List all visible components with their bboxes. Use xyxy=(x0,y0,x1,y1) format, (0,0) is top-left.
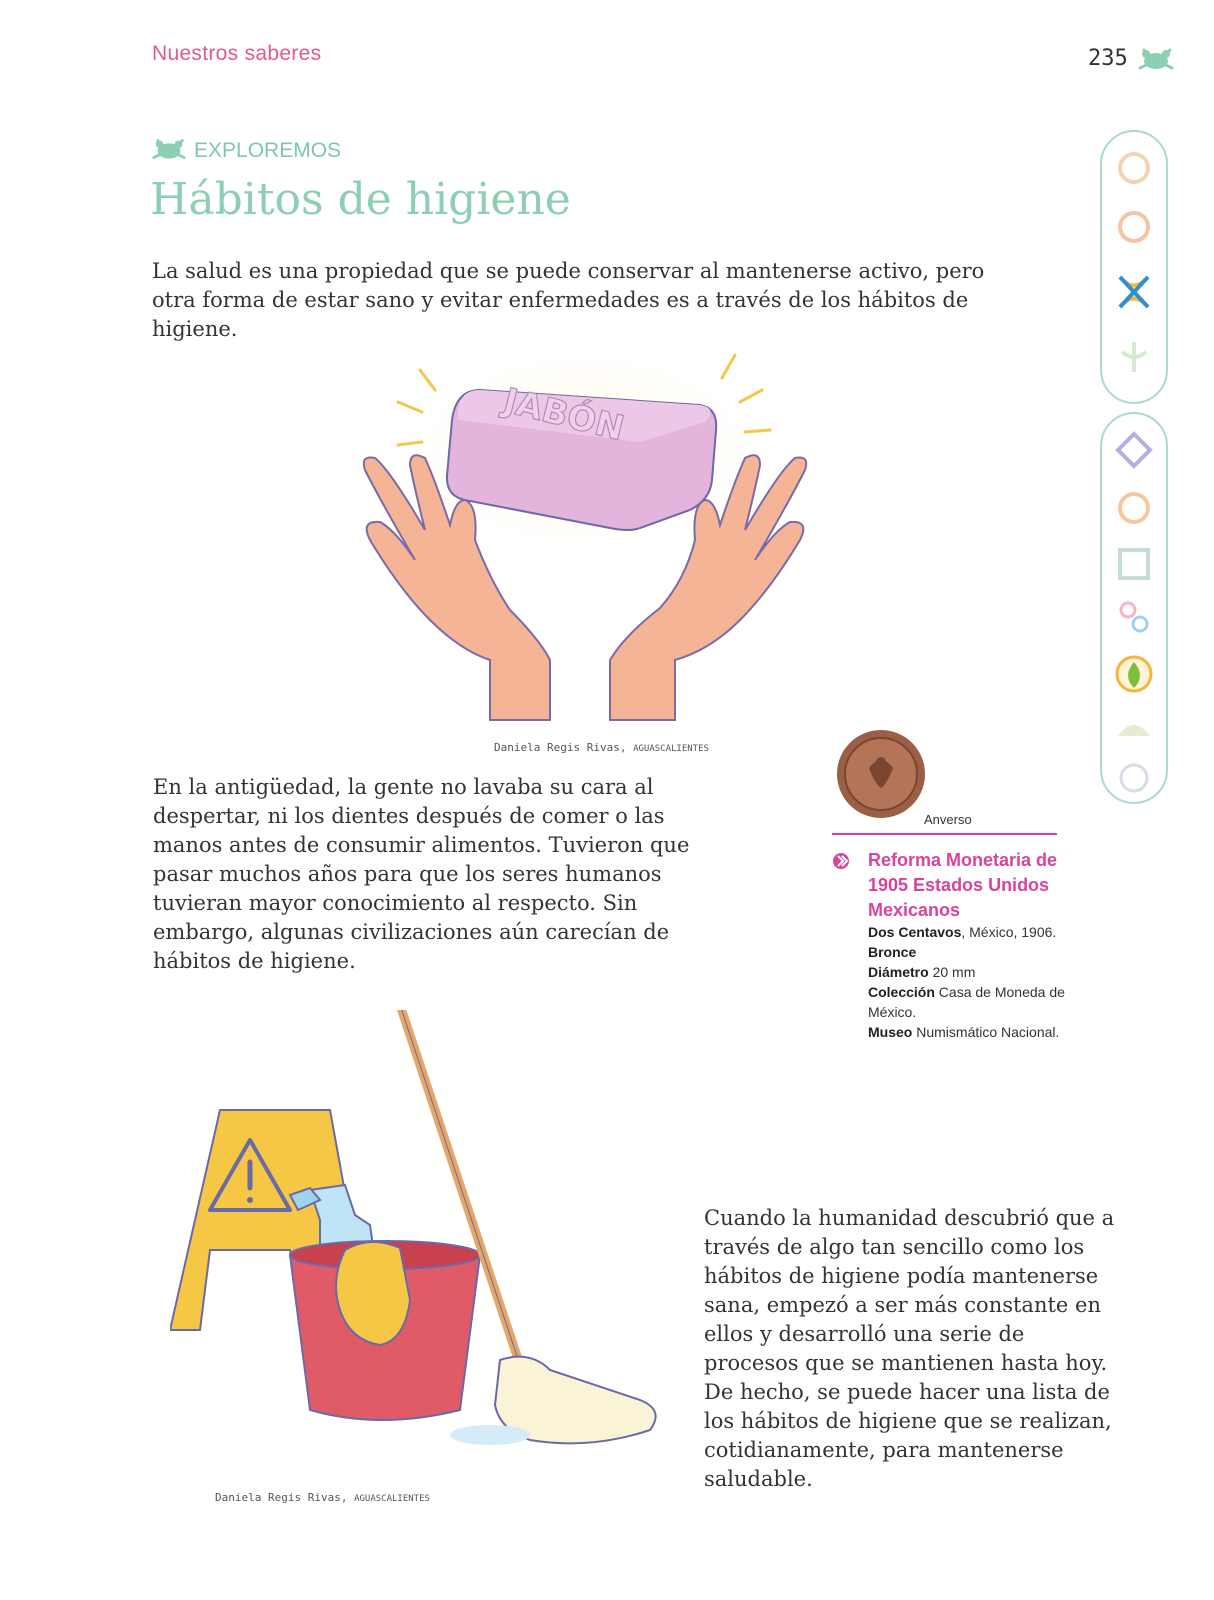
community-icon xyxy=(1120,277,1148,307)
frog-icon xyxy=(150,136,190,164)
coin-collection: Colección Casa de Moneda de México. xyxy=(868,984,1065,1020)
soap-illustration-credit: Daniela Regis Rivas, AGUASCALIENTES xyxy=(494,741,709,754)
axes-tab-group xyxy=(1100,412,1168,804)
running-head: Nuestros saberes xyxy=(152,42,322,65)
coin-side-label: Anverso xyxy=(924,812,972,827)
figure-icon xyxy=(1120,213,1148,241)
soap-label: JABÓN xyxy=(499,380,629,450)
coin-title: Reforma Monetaria de 1905 Estados Unidos Mexicanos xyxy=(868,850,1058,920)
coin-details xyxy=(868,922,1068,1042)
chevron-right-icon xyxy=(832,852,852,870)
coin-divider xyxy=(832,833,1057,835)
coin-name: Dos Centavos, México, 1906. xyxy=(868,924,1057,940)
coin-museum: Museo Numismático Nacional. xyxy=(868,1024,1060,1040)
cleaning-illustration-credit: Daniela Regis Rivas, AGUASCALIENTES xyxy=(215,1491,430,1504)
page-title: Hábitos de higiene xyxy=(150,174,571,225)
cleaning-illustration xyxy=(170,1010,680,1480)
paragraph-antiquity: En la antigüedad, la gente no lavaba su cara al despertar, ni los dientes después de comer o las manos antes de consumir alimentos. Tuvieron que pasar muchos años para que los seres humanos tuvieran mayor conocimiento al respecto. Sin embargo, algunas civilizaciones aún carecían de hábitos de higiene. xyxy=(153,775,690,973)
circle-icon xyxy=(1121,765,1147,791)
diamond-icon xyxy=(1118,434,1150,466)
coin-material: Bronce xyxy=(868,944,917,960)
shell-icon xyxy=(1118,725,1150,736)
leaf-icon xyxy=(1117,657,1151,691)
plant-icon xyxy=(1122,342,1146,372)
intro-paragraph: La salud es una propiedad que se puede conservar al mantenerse activo, pero otra forma de estar sano y evitar enfermedades es a través de los hábitos de higiene. xyxy=(152,259,985,341)
square-icon xyxy=(1120,550,1148,578)
coin-diameter: Diámetro 20 mm xyxy=(868,964,976,980)
spiral-icon xyxy=(1120,494,1148,522)
paragraph-discovery: Cuando la humanidad descubrió que a través de algo tan sencillo como los hábitos de higiene podía mantenerse sana, empezó a ser más constante en ellos y desarrolló una serie de procesos que se mantienen hasta hoy. De hecho, se puede hacer una lista de los hábitos de higiene que se realizan, cotidianamente, para mantenerse saludable. xyxy=(704,1206,1115,1491)
section-label: EXPLOREMOS xyxy=(194,139,342,162)
page-number: 235 xyxy=(1088,46,1128,71)
fields-tab-group xyxy=(1100,130,1168,404)
flower-icon xyxy=(1120,154,1148,182)
chain-icon xyxy=(1121,603,1147,631)
soap-hands-illustration xyxy=(340,350,840,730)
coin-image xyxy=(835,728,927,820)
frog-icon xyxy=(1136,46,1178,74)
